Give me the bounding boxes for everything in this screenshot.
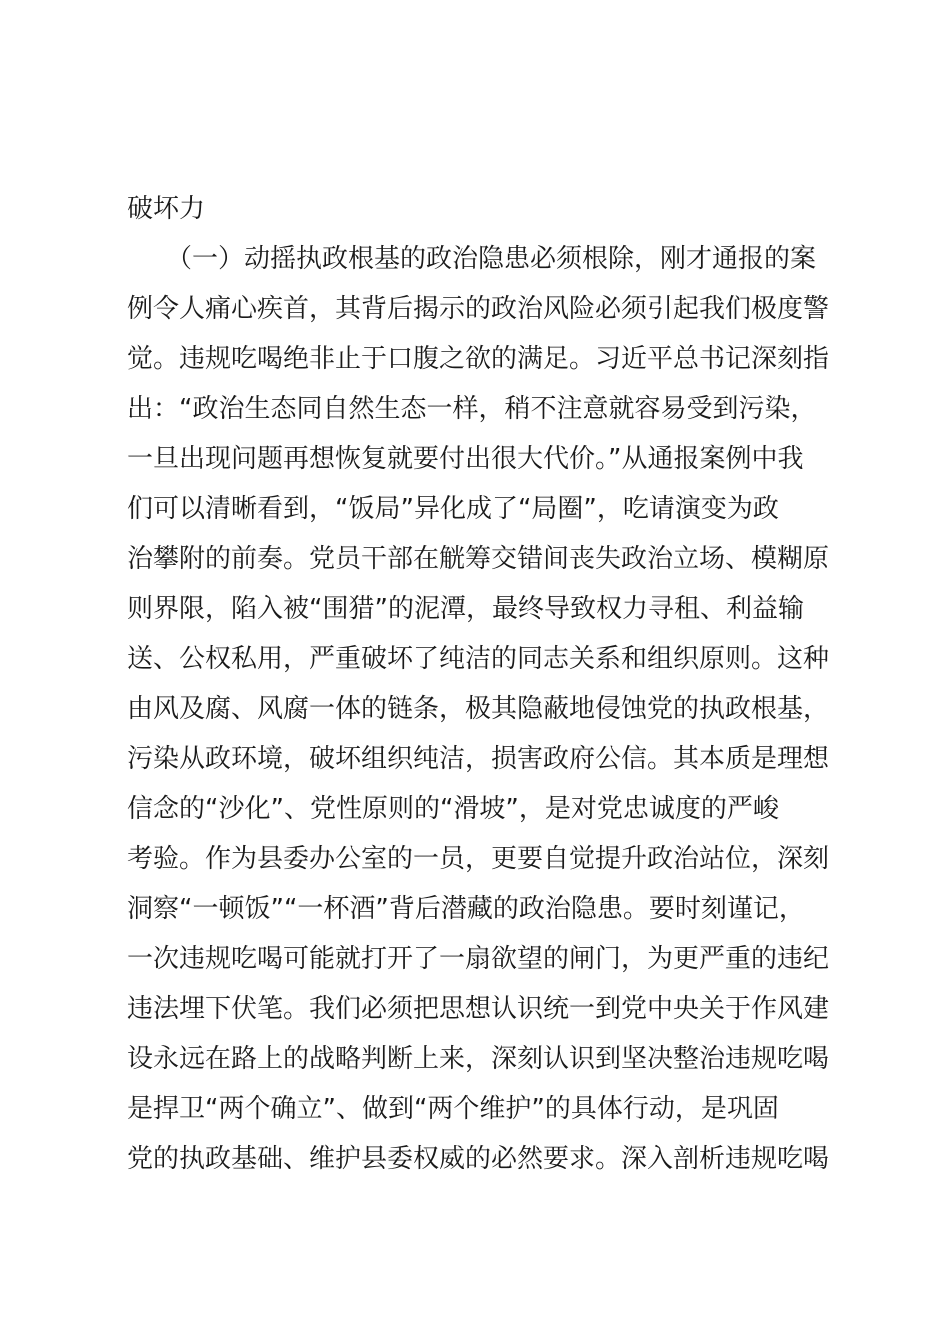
text-line: 违法埋下伏笔。我们必须把思想认识统一到党中央关于作风建 <box>127 994 830 1024</box>
text-line: 设永远在路上的战略判断上来，深刻认识到坚决整治违规吃喝 <box>127 1044 830 1074</box>
text-line: 信念的“沙化”、党性原则的“滑坡”，是对党忠诚度的严峻 <box>127 794 779 824</box>
text-line: 党的执政基础、维护县委权威的必然要求。深入剖析违规吃喝 <box>127 1144 830 1174</box>
text-line: 洞察“一顿饭”“一杯酒”背后潜藏的政治隐患。要时刻谨记， <box>127 894 805 924</box>
text-line: 送、公权私用，严重破坏了纯洁的同志关系和组织原则。这种 <box>127 644 830 674</box>
text-line: 例令人痛心疾首，其背后揭示的政治风险必须引起我们极度警 <box>127 294 830 324</box>
text-line: 出：“政治生态同自然生态一样，稍不注意就容易受到污染， <box>127 394 817 424</box>
body-text <box>127 184 837 1184</box>
text-line: 们可以清晰看到，“饭局”异化成了“局圈”，吃请演变为政 <box>127 494 779 524</box>
text-line: （一）动摇执政根基的政治隐患必须根除，刚才通报的案 <box>127 244 817 274</box>
text-line: 一旦出现问题再想恢复就要付出很大代价。”从通报案例中我 <box>127 444 804 474</box>
text-line: 由风及腐、风腐一体的链条，极其隐蔽地侵蚀党的执政根基， <box>127 694 830 724</box>
text-line: 污染从政环境，破坏组织纯洁，损害政府公信。其本质是理想 <box>127 744 830 774</box>
text-line: 考验。作为县委办公室的一员，更要自觉提升政治站位，深刻 <box>127 844 830 874</box>
text-line: 觉。违规吃喝绝非止于口腹之欲的满足。习近平总书记深刻指 <box>127 344 830 374</box>
text-line: 一次违规吃喝可能就打开了一扇欲望的闸门，为更严重的违纪 <box>127 944 830 974</box>
text-line: 破坏力 <box>127 194 206 224</box>
text-line: 则界限，陷入被“围猎”的泥潭，最终导致权力寻租、利益输 <box>127 594 804 624</box>
text-line: 治攀附的前奏。党员干部在觥筹交错间丧失政治立场、模糊原 <box>127 544 830 574</box>
text-line: 是捍卫“两个确立”、做到“两个维护”的具体行动，是巩固 <box>127 1094 779 1124</box>
